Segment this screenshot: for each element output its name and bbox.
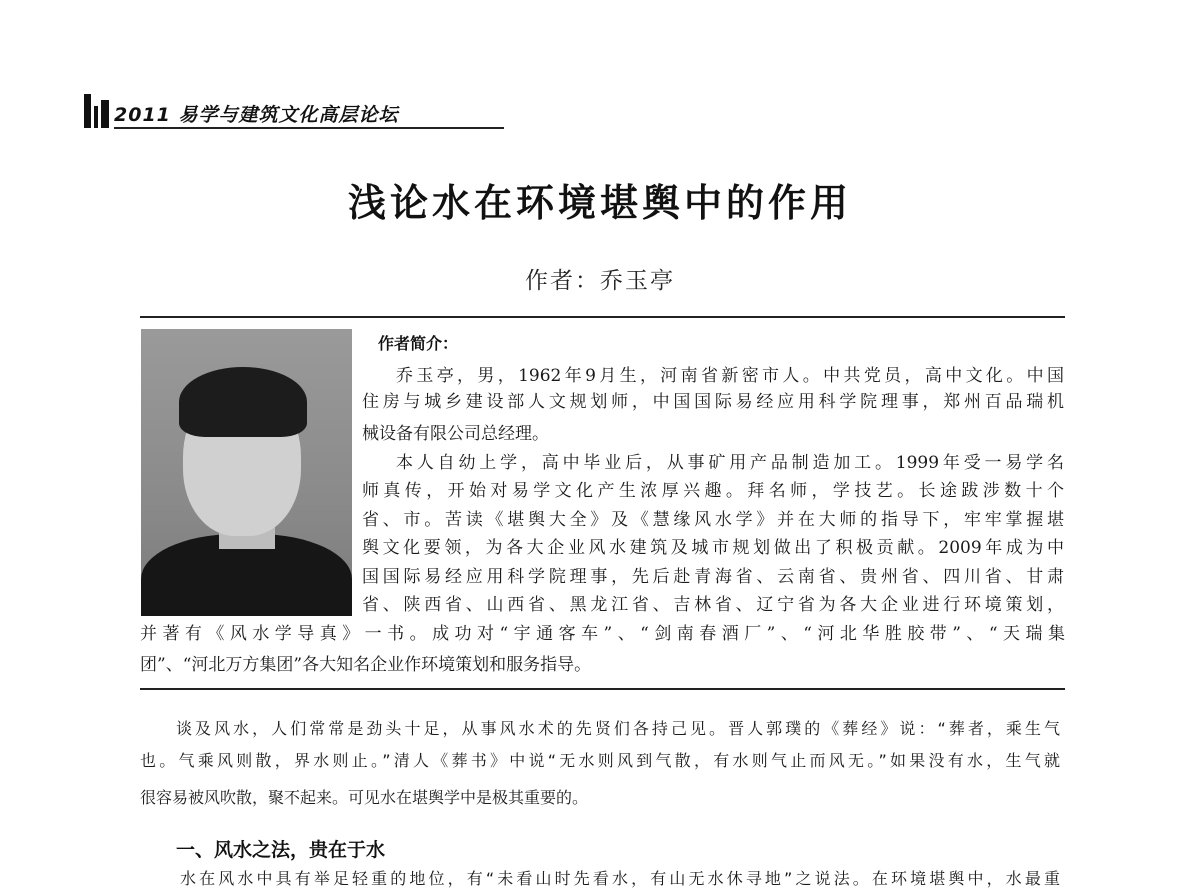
header-rule (114, 127, 504, 129)
journal-logo-icon (84, 94, 112, 128)
body-line: 也。气乘风则散，界水则止。”清人《葬书》中说“无水则风到气散，有水则气止而风无。”如果没有水，生气就 (140, 751, 1060, 770)
bio-line: 国国际易经应用科学院理事，先后赴青海省、云南省、贵州省、四川省、甘肃 (362, 567, 1064, 587)
bio-bottom-rule (140, 688, 1065, 690)
article-title: 浅论水在环境堪舆中的作用 (347, 181, 852, 225)
body-line: 水在风水中具有举足轻重的地位，有“未看山时先看水，有山无水休寻地”之说法。在环境堪舆中，水最重 (180, 869, 1060, 888)
bio-line: 并著有《风水学导真》一书。成功对“宇通客车”、“剑南春酒厂”、“河北华胜胶带”、“天瑞集 (140, 624, 1065, 644)
body-line: 很容易被风吹散，聚不起来。可见水在堪舆学中是极其重要的。 (140, 788, 589, 807)
bio-heading: 作者简介： (378, 334, 459, 353)
bio-line: 团”、“河北万方集团”各大知名企业作环境策划和服务指导。 (140, 655, 592, 675)
bio-line: 械设备有限公司总经理。 (362, 424, 549, 444)
author-line: 作者：乔玉亭 (525, 268, 675, 294)
author-photo (141, 329, 352, 616)
bio-line: 本人自幼上学，高中毕业后，从事矿用产品制造加工。1999年受一易学名 (396, 453, 1064, 473)
bio-line: 乔玉亭，男，1962年9月生，河南省新密市人。中共党员，高中文化。中国 (396, 366, 1064, 386)
bio-top-rule (140, 316, 1065, 318)
body-line: 谈及风水，人们常常是劲头十足，从事风水术的先贤们各持己见。晋人郭璞的《葬经》说：“葬者，乘生气 (176, 719, 1060, 738)
bio-line: 省、市。苦读《堪舆大全》及《慧缘风水学》并在大师的指导下，牢牢掌握堪 (362, 510, 1064, 530)
bio-line: 舆文化要领，为各大企业风水建筑及城市规划做出了积极贡献。2009年成为中 (362, 538, 1064, 558)
running-title: 2011 易学与建筑文化高层论坛 (114, 104, 399, 126)
bio-line: 住房与城乡建设部人文规划师，中国国际易经应用科学院理事，郑州百品瑞机 (362, 392, 1064, 412)
bio-line: 师真传，开始对易学文化产生浓厚兴趣。拜名师，学技艺。长途跋涉数十个 (362, 481, 1064, 501)
running-header (84, 92, 424, 132)
bio-line: 省、陕西省、山西省、黑龙江省、吉林省、辽宁省为各大企业进行环境策划， (362, 595, 1064, 615)
section-heading: 一、风水之法，贵在于水 (176, 839, 386, 861)
